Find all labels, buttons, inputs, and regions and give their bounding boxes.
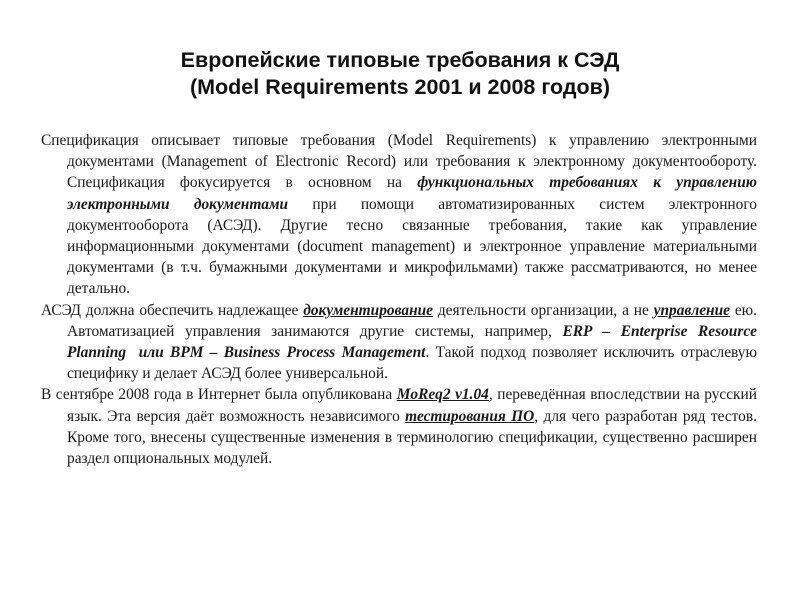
paragraph-text: Спецификация описывает типовые требования (Model Requirements) к управлению электронными документами (Management of Electronic Record) или требования к электронному документообороту. Спецификация фокусируется в основном на <box>41 132 757 192</box>
paragraph-text: , переведённая впоследствии на русский язык. Эта версия даёт возможность независимого <box>67 386 757 425</box>
paragraph-moreq2 <box>41 384 757 469</box>
emphasis-bpm: или BPM – Business Process Management <box>138 344 426 362</box>
paragraph-text <box>126 344 139 361</box>
paragraph-documenting <box>41 300 757 385</box>
title-line-1: Европейские типовые требования к СЭД <box>180 48 620 72</box>
paragraph-text: АСЭД должна обеспечить надлежащее <box>41 301 304 319</box>
paragraph-text: при помощи автоматизированных систем электронного документооборота (АСЭД). Другие тесно связанные требования, такие как управление информационными документами (document management) и электронное управление материальными документами (в т.ч. бумажными документами и микрофильмами) также рассматриваются, но менее детально. <box>67 195 757 298</box>
emphasis-functional-requirements: функциональных требованиях к управлению электронными документами <box>67 174 758 213</box>
emphasis-erp: ERP – Enterprise Resource Planning <box>67 322 757 362</box>
paragraph-text: деятельности организации, а не <box>433 301 654 319</box>
emphasis-documenting: документирование <box>303 301 434 319</box>
emphasis-software-testing: тестирования ПО <box>405 407 535 425</box>
paragraph-text: , для чего разработан ряд тестов. Кроме того, внесены существенные изменения в терминологию спецификации, существенно расширен раздел опциональных модулей. <box>67 407 757 468</box>
paragraph-text: ею. Автоматизацией управления занимаются другие системы, например, <box>67 301 757 340</box>
emphasis-management: управление <box>653 301 730 319</box>
slide-body <box>41 130 757 469</box>
slide-title <box>60 47 740 101</box>
paragraph-text: В сентябре 2008 года в Интернет была опубликована <box>41 386 397 404</box>
paragraph-specification <box>41 130 757 300</box>
emphasis-moreq2: MoReq2 v1.04 <box>396 386 489 404</box>
title-line-2: (Model Requirements 2001 и 2008 годов) <box>189 75 611 99</box>
paragraph-text: . Такой подход позволяет исключить отраслевую специфику и делает АСЭД более универсальной. <box>67 344 757 383</box>
